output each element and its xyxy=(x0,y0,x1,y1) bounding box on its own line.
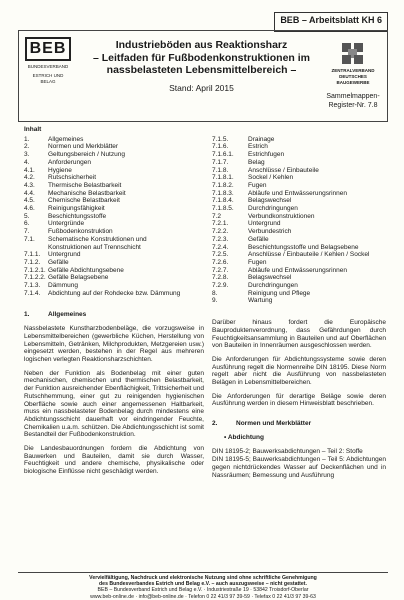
toc-item xyxy=(24,220,204,228)
toc-item xyxy=(24,136,204,144)
toc-item-number: 4.6. xyxy=(24,205,35,213)
toc-item-number: 7.1.2. xyxy=(24,258,41,266)
toc-item xyxy=(212,290,386,298)
toc-item-number: 2. xyxy=(24,143,30,151)
toc-item xyxy=(24,205,204,213)
section-1-title xyxy=(24,311,204,319)
toc-item-number: 7. xyxy=(24,228,30,236)
toc-item-label: Thermische Belastbarkeit xyxy=(48,181,122,189)
footer-line-4: www.beb-online.de · info@beb-online.de · Telefon 0 22 41/3 97 39-59 · Telefax 0 22 41/3 97 39-63 xyxy=(90,593,316,600)
toc-item-number: 7.1.6.1. xyxy=(212,151,234,159)
toc-item xyxy=(212,197,386,205)
toc-item xyxy=(212,205,386,213)
toc-item xyxy=(24,190,204,198)
zv-block xyxy=(325,43,381,110)
title-line-3: nassbelasteten Lebensmittelbereich – xyxy=(106,64,297,76)
toc-item xyxy=(24,167,204,175)
toc-item-number: 7.2.6. xyxy=(212,258,229,266)
toc-item-number: 7.1. xyxy=(24,235,35,243)
toc-item xyxy=(24,259,204,267)
toc-item-label: Dämmung xyxy=(48,282,78,290)
toc-item-label: Geltungsbereich / Nutzung xyxy=(48,151,125,159)
zv-text-1: ZENTRALVERBAND xyxy=(331,68,375,73)
toc-item xyxy=(212,228,386,236)
toc-item xyxy=(212,244,386,252)
toc-item-number: 7.1.5. xyxy=(212,135,229,143)
section-2-number: 2. xyxy=(212,420,218,428)
toc-item xyxy=(212,274,386,282)
footer-line-1: Vervielfältigung, Nachdruck und elektronische Nutzung sind ohne schriftliche Genehmigung xyxy=(89,575,317,581)
toc-item-number: 7.1.8.2. xyxy=(212,181,234,189)
section-1-heading: Allgemeines xyxy=(48,311,87,319)
toc-item-label: Allgemeines xyxy=(48,135,84,143)
toc-item-label: Rutschsicherheit xyxy=(48,174,97,182)
toc-item-label: Drainage xyxy=(248,135,275,143)
toc-item-label: Schematische Konstruktionen und xyxy=(48,235,147,243)
right-paragraph-2: Die Anforderungen für Abdichtungssysteme sowie deren Ausführung regelt die Normenreihe DIN 18195. Diese Norm regelt aber nicht die Ausführung von nassbelasteten Belägen in Lebensmittelbereichen. xyxy=(212,355,386,387)
toc-item-number: 8. xyxy=(212,289,218,297)
toc-item xyxy=(212,267,386,275)
toc-item xyxy=(212,182,386,190)
toc-item-number: 4. xyxy=(24,158,30,166)
toc-item-label: Belag xyxy=(248,158,265,166)
toc-item-label: Anschlüsse / Einbauteile xyxy=(248,166,319,174)
toc-item-number: 7.1.8. xyxy=(212,166,229,174)
toc-item-number: 7.2.9. xyxy=(212,282,229,290)
toc-item-number: 7.1.2.2. xyxy=(24,274,46,282)
toc-item-label: Mechanische Belastbarkeit xyxy=(48,189,126,197)
footer-line-3: BEB – Bundesverband Estrich und Belag e.V. · Industriestraße 19 · 53842 Troisdorf-Oberlar xyxy=(97,587,309,594)
toc-heading: Inhalt xyxy=(24,126,42,133)
logo-sub-1: BUNDESVERBAND xyxy=(27,64,69,69)
toc-item-number: 4.4. xyxy=(24,189,35,197)
toc-item-number xyxy=(24,244,48,252)
zv-logo-icon xyxy=(342,43,364,65)
toc-item-number: 1. xyxy=(24,135,30,143)
toc-item-number: 7.1.8.1. xyxy=(212,174,234,182)
toc-item-number: 7.1.8.3. xyxy=(212,189,234,197)
toc-item xyxy=(212,151,386,159)
toc-item-label: Wartung xyxy=(248,297,273,305)
zv-text-3: BAUGEWERBE xyxy=(336,80,370,85)
toc-item xyxy=(24,174,204,182)
toc-item-label: Anschlüsse / Einbauteile / Kehlen / Sockel xyxy=(248,251,370,259)
toc-item xyxy=(212,136,386,144)
toc-item xyxy=(212,259,386,267)
toc-item-number: 7.2.2. xyxy=(212,228,229,236)
toc-item-number: 7.1.8.5. xyxy=(212,205,234,213)
toc-item-label: Abläufe und Entwässerungsrinnen xyxy=(248,266,348,274)
section-1-paragraph-1: Nassbelastete Kunstharzbodenbeläge, die vorzugsweise in Lebensmittelbereichen (gewerbliche Küchen, Herstellung von Lebensmitteln, Getränken, Milchprodukten, Metzgereien usw.) eingesetzt werden, bestehen in der Regel aus mehreren logischen verlegten Reaktionsharzschichten. xyxy=(24,325,204,363)
document-header xyxy=(18,30,388,122)
toc-item-number: 4.2. xyxy=(24,174,35,182)
title-block xyxy=(79,39,324,93)
document-footer xyxy=(18,572,388,598)
toc-item-number: 4.3. xyxy=(24,181,35,189)
section-2-line-1: DIN 18195-2; Bauwerksabdichtungen – Teil 2: Stoffe xyxy=(212,447,363,455)
toc-item-number: 7.1.3. xyxy=(24,282,41,290)
left-column xyxy=(24,126,204,482)
register-line-1: Sammelmappen- xyxy=(326,93,380,100)
toc-item xyxy=(212,251,386,259)
toc-item xyxy=(24,213,204,221)
toc-item-number: 7.1.6. xyxy=(212,143,229,151)
toc-right xyxy=(212,136,386,305)
toc-item-number: 4.5. xyxy=(24,197,35,205)
right-paragraph-3: Die Anforderungen für derartige Beläge sowie deren Ausführung werden in diesem Hinweisblatt beschrieben. xyxy=(212,392,386,408)
toc-item-number: 5. xyxy=(24,212,30,220)
toc-item-number: 3. xyxy=(24,151,30,159)
toc-item xyxy=(24,143,204,151)
toc-item-label: Fugen xyxy=(248,258,267,266)
toc-item-number: 7.1.7. xyxy=(212,158,229,166)
toc-item-label: Beschichtungsstoffe und Belagsebene xyxy=(248,243,359,251)
toc-item xyxy=(212,167,386,175)
toc-item-label: Gefälle xyxy=(248,235,269,243)
toc-item xyxy=(212,282,386,290)
toc-item xyxy=(24,267,204,275)
toc-item xyxy=(24,282,204,290)
toc-item xyxy=(212,143,386,151)
toc-item xyxy=(24,236,204,244)
toc-item xyxy=(24,228,204,236)
toc-item-label: Gefälle Belagsebene xyxy=(48,274,109,282)
toc-item-label: Fugen xyxy=(248,181,267,189)
toc-item xyxy=(24,290,204,298)
toc-item xyxy=(24,251,204,259)
section-2-title xyxy=(212,420,386,428)
zv-text-2: DEUTSCHES xyxy=(339,74,367,79)
toc-item xyxy=(24,244,204,252)
register-line-2: Register-Nr. 7.8 xyxy=(328,102,378,109)
toc-item-label: Normen und Merkblätter xyxy=(48,143,119,151)
toc-item xyxy=(24,274,204,282)
toc-item-number: 7.1.8.4. xyxy=(212,197,234,205)
toc-item-label: Reinigung und Pflege xyxy=(248,289,311,297)
toc-item-label: Untergrund xyxy=(248,220,281,228)
section-2-bullet: • Abdichtung xyxy=(224,433,264,441)
toc-item-label: Verbundestrich xyxy=(248,228,292,236)
section-2-heading: Normen und Merkblätter xyxy=(236,420,312,428)
toc-item-number: 7.2.3. xyxy=(212,235,229,243)
toc-item xyxy=(212,297,386,305)
toc-item-label: Sockel / Kehlen xyxy=(248,174,294,182)
toc-item xyxy=(24,197,204,205)
toc-item-label: Verbundkonstruktionen xyxy=(248,212,315,220)
toc-left xyxy=(24,136,204,298)
toc-item-label: Durchdringungen xyxy=(248,282,298,290)
logo-word: BEB xyxy=(25,37,71,61)
toc-item-number: 7.1.2.1. xyxy=(24,266,46,274)
toc-item xyxy=(24,182,204,190)
toc-item-label: Reinigungsfähigkeit xyxy=(48,205,105,213)
sheet-badge: BEB – Arbeitsblatt KH 6 xyxy=(274,12,388,32)
toc-item-number: 4.1. xyxy=(24,166,35,174)
toc-item-number: 7.2.7. xyxy=(212,266,229,274)
toc-item-number: 9. xyxy=(212,297,218,305)
toc-item-label: Hygiene xyxy=(48,166,72,174)
toc-item-label: Chemische Belastbarkeit xyxy=(48,197,120,205)
section-2-line-2: DIN 18195-5; Bauwerksabdichtungen – Teil 5: Abdichtungen gegen nichtdrückendes Wasser auf Deckenflächen und in Nassräumen; Bemessung und Ausführung xyxy=(212,456,386,479)
toc-item-label: Abläufe und Entwässerungsrinnen xyxy=(248,189,348,197)
toc-item-label: Belagswechsel xyxy=(248,197,292,205)
section-1-paragraph-3: Die Landesbauordnungen fordern die Abdichtung von Bauwerken und Bauteilen, damit sie durch Wasser, Feuchtigkeit und andere chemische, physikalische oder biologische Einflüsse nicht geschädigt werden. xyxy=(24,445,204,476)
toc-item xyxy=(212,213,386,221)
toc-item xyxy=(212,174,386,182)
section-1-number: 1. xyxy=(24,311,30,319)
title-line-1: Industrieböden aus Reaktionsharz xyxy=(115,39,288,51)
right-paragraph-1: Darüber hinaus fordert die Europäische Bauproduktenverordnung, dass Gefährdungen durch Feuchtigkeitsansammlung in Bauteilen und auf Oberflächen von Bauteilen in Innenräumen ausgeschlossen werden. xyxy=(212,319,386,350)
toc-item-number: 7.2.1. xyxy=(212,220,229,228)
footer-line-2: des Bundesverbandes Estrich und Belag e.V. – auch auszugsweise – nicht gestattet. xyxy=(99,581,307,588)
toc-item xyxy=(212,190,386,198)
toc-item-label: Untergrund xyxy=(48,251,81,259)
toc-item-number: 7.2.4. xyxy=(212,243,229,251)
document-body xyxy=(24,126,386,574)
toc-item-label: Gefälle Abdichtungsebene xyxy=(48,266,124,274)
toc-item-label: Anforderungen xyxy=(48,158,92,166)
toc-item-label: Konstruktionen auf Trennschicht xyxy=(48,243,141,251)
toc-item-label: Fußbodenkonstruktion xyxy=(48,228,113,236)
toc-item-number: 7.2 xyxy=(212,212,222,220)
toc-item-label: Gefälle xyxy=(48,258,69,266)
toc-item-label: Beschichtungsstoffe xyxy=(48,212,107,220)
toc-item-number: 7.2.8. xyxy=(212,274,229,282)
stand-date: Stand: April 2015 xyxy=(169,82,234,93)
beb-logo xyxy=(25,37,71,85)
toc-item-label: Estrich xyxy=(248,143,268,151)
toc-item-label: Durchdringungen xyxy=(248,205,298,213)
title-line-2: – Leitfaden für Fußbodenkonstruktionen im xyxy=(92,51,310,64)
toc-item-label: Abdichtung auf der Rohdecke bzw. Dämmung xyxy=(48,289,181,297)
toc-item xyxy=(24,159,204,167)
toc-item xyxy=(212,236,386,244)
toc-item xyxy=(212,220,386,228)
section-1-paragraph-2: Neben der Funktion als Bodenbelag mit einer guten mechanischen, chemischen und thermischen Belastbarkeit, der Funktion ausreichender Ebenflächigkeit, Trittsicherheit und Rutschhemmung, einer gut zu reinigenden hygienischen Oberfläche sowie auch einer angemessenen Haltbarkeit, muss ein nassbelasteter Bodenbelag durch mindestens eine Abdichtungsschicht dauerhaft vor eindringender Feuchte, Chemikalien u.a.m. schützen. Die Abdichtungsschicht ist somit Bestandteil der Fußbodenkonstruktion. xyxy=(24,369,204,439)
toc-item-number: 7.1.4. xyxy=(24,289,41,297)
toc-item-number: 7.2.5. xyxy=(212,251,229,259)
toc-item xyxy=(24,151,204,159)
logo-sub-2: ESTRICH UND BELAG xyxy=(32,73,64,84)
toc-item-number: 6. xyxy=(24,220,30,228)
toc-item-label: Untergründe xyxy=(48,220,85,228)
toc-item-number: 7.1.1. xyxy=(24,251,41,259)
toc-item xyxy=(212,159,386,167)
right-column xyxy=(212,126,386,485)
toc-item-label: Belagswechsel xyxy=(248,274,292,282)
toc-item-label: Estrichfugen xyxy=(248,151,285,159)
top-bar xyxy=(18,12,388,32)
